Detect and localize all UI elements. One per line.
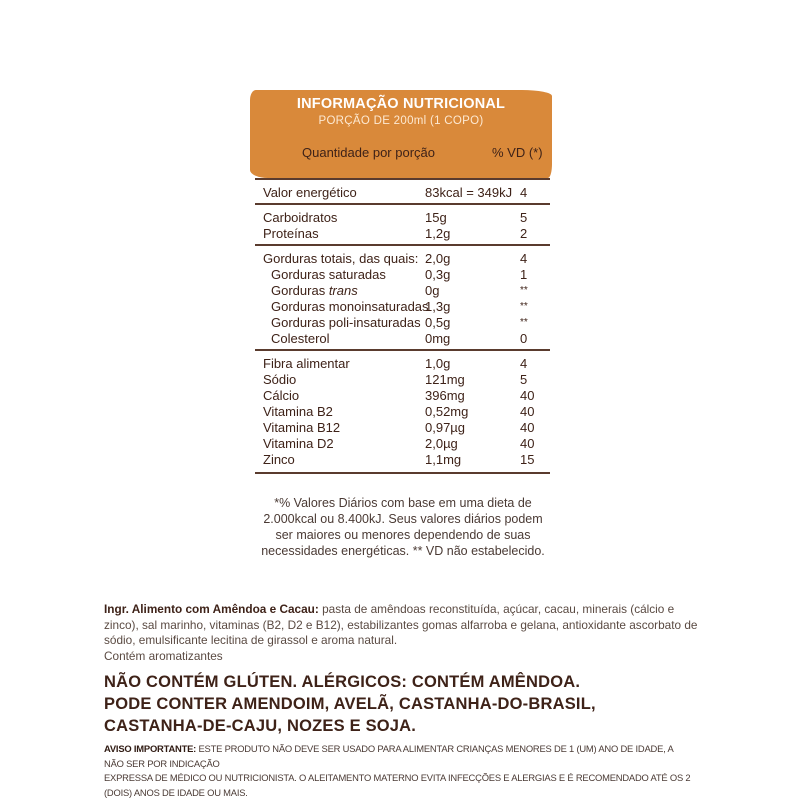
nutrient-quantity: 0,97µg: [425, 420, 466, 435]
table-divider: [255, 203, 550, 205]
ingredients-block: [104, 602, 704, 664]
nutrient-quantity: 121mg: [425, 372, 465, 387]
table-row: [255, 331, 550, 347]
allergen-line: PODE CONTER AMENDOIM, AVELÃ, CASTANHA-DO-BRASIL,: [104, 695, 596, 713]
nutrient-daily-value: 4: [520, 185, 528, 200]
nutrient-label: Vitamina B2: [263, 404, 333, 419]
table-row: [255, 404, 550, 420]
nutrient-quantity: 1,3g: [425, 299, 451, 314]
nutrient-label-italic: trans: [328, 283, 358, 298]
nutrient-label: Vitamina B12: [263, 420, 341, 435]
table-row: [255, 251, 550, 267]
nutrient-label: Sódio: [263, 372, 297, 387]
nutrient-daily-value: 40: [520, 404, 535, 419]
nutrient-label: Zinco: [263, 452, 295, 467]
table-row: [255, 372, 550, 388]
table-row: [255, 452, 550, 468]
nutrient-label: Vitamina D2: [263, 436, 334, 451]
table-row: [255, 420, 550, 436]
table-row: [255, 356, 550, 372]
nutrient-quantity: 396mg: [425, 388, 465, 403]
table-row: [255, 210, 550, 226]
warning-label: AVISO IMPORTANTE:: [104, 743, 197, 754]
header-daily-value: % VD (*): [492, 145, 543, 160]
nutrient-quantity: 0,52mg: [425, 404, 469, 419]
nutrient-label: Fibra alimentar: [263, 356, 350, 371]
nutrient-label: Cálcio: [263, 388, 300, 403]
nutrient-daily-value: **: [520, 317, 528, 328]
nutrient-daily-value: 40: [520, 420, 535, 435]
nutrient-quantity: 83kcal = 349kJ: [425, 185, 513, 200]
nutrient-quantity: 0,3g: [425, 267, 451, 282]
table-row: [255, 299, 550, 315]
header-quantity-per-portion: Quantidade por porção: [302, 145, 435, 160]
nutrient-quantity: 2,0g: [425, 251, 451, 266]
ingredients-heading: Ingr. Alimento com Amêndoa e Cacau:: [104, 602, 319, 616]
nutrient-daily-value: 5: [520, 372, 528, 387]
nutrient-daily-value: 2: [520, 226, 528, 241]
nutrient-quantity: 15g: [425, 210, 447, 225]
nutrient-quantity: 1,0g: [425, 356, 451, 371]
nutrient-label: Gorduras monoinsaturadas: [271, 299, 429, 314]
nutrient-label: Gorduras saturadas: [271, 267, 386, 282]
nutrient-daily-value: 40: [520, 436, 535, 451]
table-row: [255, 436, 550, 452]
table-divider: [255, 244, 550, 246]
table-divider: [255, 349, 550, 351]
nutrient-label: Valor energético: [263, 185, 357, 200]
allergen-statement: [104, 671, 724, 737]
ingredients-text: pasta de amêndoas reconstituída, açúcar, cacau, minerais (cálcio e zinco), sal marinho, vitaminas (B2, D2 e B12), estabilizantes gomas alfarroba e gelana, antioxidante ascorbato de sódio, emulsificante lecitina de girassol e aroma natural.: [104, 602, 698, 647]
table-row: [255, 283, 550, 299]
nutrient-daily-value: 4: [520, 251, 528, 266]
flavoring-note: Contém aromatizantes: [104, 648, 223, 663]
nutrient-daily-value: 15: [520, 452, 535, 467]
nutrient-quantity: 1,1mg: [425, 452, 462, 467]
warning-line: ESTE PRODUTO NÃO DEVE SER USADO PARA ALIMENTAR CRIANÇAS MENORES DE 1 (UM) ANO DE IDADE, A NÃO SER POR INDICAÇÃO: [104, 743, 673, 769]
nutrient-label: Colesterol: [271, 331, 330, 346]
nutrient-label-prefix: Gorduras: [271, 283, 329, 298]
nutrient-label: Carboidratos: [263, 210, 338, 225]
table-row: [255, 388, 550, 404]
daily-value-footnote: *% Valores Diários com base em uma dieta de 2.000kcal ou 8.400kJ. Seus valores diários podem ser maiores ou menores dependendo de suas necessidades energéticas. ** VD não estabelecido.: [261, 496, 545, 558]
warning-line: EXPRESSA DE MÉDICO OU NUTRICIONISTA. O ALEITAMENTO MATERNO EVITA INFECÇÕES E ALERGIAS E É RECOMENDADO ATÉ OS 2 (DOIS) ANOS DE IDADE OU MAIS.: [104, 772, 691, 798]
nutrient-label: Gorduras poli-insaturadas: [271, 315, 421, 330]
nutrient-daily-value: 5: [520, 210, 528, 225]
nutrient-daily-value: 0: [520, 331, 528, 346]
nutrient-daily-value: 4: [520, 356, 528, 371]
nutrient-daily-value: 1: [520, 267, 528, 282]
table-row: [255, 226, 550, 242]
nutrient-daily-value: **: [520, 301, 528, 312]
nutrient-quantity: 0g: [425, 283, 440, 298]
nutrient-label: Gorduras totais, das quais:: [263, 251, 419, 266]
nutrition-header-banner: [250, 90, 552, 178]
table-row: [255, 315, 550, 331]
nutrient-label: Proteínas: [263, 226, 319, 241]
nutrient-quantity: 1,2g: [425, 226, 451, 241]
table-divider: [255, 472, 550, 474]
nutrient-quantity: 0,5g: [425, 315, 451, 330]
table-divider: [255, 178, 550, 180]
allergen-line: NÃO CONTÉM GLÚTEN. ALÉRGICOS: CONTÉM AMÊNDOA.: [104, 673, 581, 691]
table-row: [255, 185, 550, 201]
portion-size: PORÇÃO DE 200ml (1 COPO): [318, 115, 484, 127]
nutrient-quantity: 2,0µg: [425, 436, 458, 451]
nutrient-daily-value: **: [520, 285, 528, 296]
nutrient-label: [271, 283, 358, 299]
nutrition-title: INFORMAÇÃO NUTRICIONAL: [296, 96, 506, 112]
table-row: [255, 267, 550, 283]
allergen-line: CASTANHA-DE-CAJU, NOZES E SOJA.: [104, 717, 417, 735]
important-warning: [104, 742, 694, 800]
nutrient-daily-value: 40: [520, 388, 535, 403]
nutrient-quantity: 0mg: [425, 331, 451, 346]
